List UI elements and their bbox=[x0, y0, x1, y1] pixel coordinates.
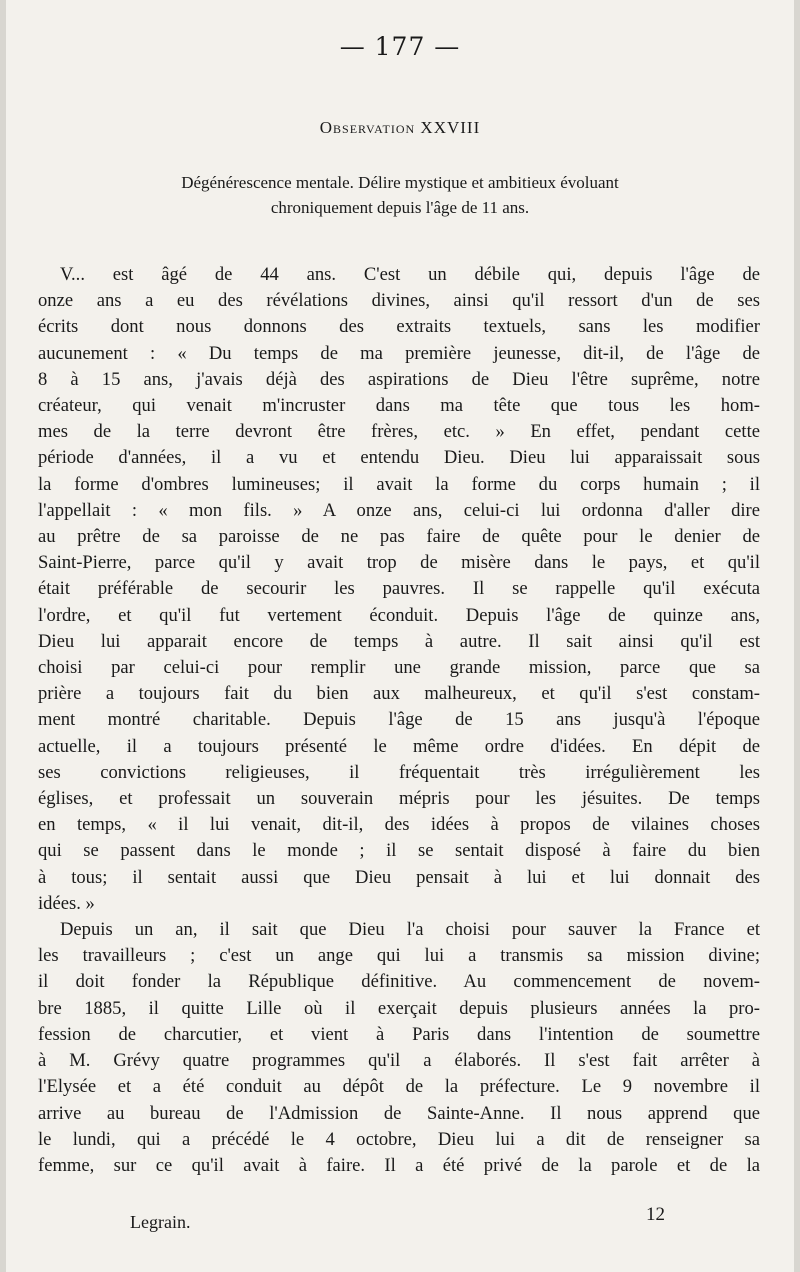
page-edge-right bbox=[794, 0, 800, 1272]
footer-signature-mark: 12 bbox=[646, 1204, 665, 1225]
text-line: femme, sur ce qu'il avait à faire. Il a été privé de la parole et de la bbox=[38, 1154, 760, 1176]
text-line: aucunement : « Du temps de ma première jeunesse, dit-il, de l'âge de bbox=[38, 342, 760, 364]
text-line: bre 1885, il quitte Lille où il exerçait depuis plusieurs années la pro- bbox=[38, 997, 760, 1019]
text-line: les travailleurs ; c'est un ange qui lui a transmis sa mission divine; bbox=[38, 945, 760, 967]
text-line: période d'années, il a vu et entendu Dieu. Dieu lui apparaissait sous bbox=[38, 447, 760, 469]
text-line: qui se passent dans le monde ; il se sentait disposé à faire du bien bbox=[38, 840, 760, 862]
text-line: onze ans a eu des révélations divines, ainsi qu'il ressort d'un de ses bbox=[38, 290, 760, 312]
text-line: au prêtre de sa paroisse de ne pas faire de quête pour le denier de bbox=[38, 526, 760, 548]
subtitle-line: chroniquement depuis l'âge de 11 ans. bbox=[270, 198, 530, 217]
text-line: le lundi, qui a précédé le 4 octobre, Dieu lui a dit de renseigner sa bbox=[38, 1128, 760, 1150]
text-line: la forme d'ombres lumineuses; il avait la forme du corps humain ; il bbox=[38, 473, 760, 495]
text-line: Dieu lui apparait encore de temps à autre. Il sait ainsi qu'il est bbox=[38, 630, 760, 652]
text-line: l'appellait : « mon fils. » A onze ans, celui-ci lui ordonna d'aller dire bbox=[38, 499, 760, 521]
text-line: églises, et professait un souverain mépris pour les jésuites. De temps bbox=[38, 788, 760, 810]
text-line: 8 à 15 ans, j'avais déjà des aspirations de Dieu l'être suprême, notre bbox=[38, 368, 760, 390]
subtitle-line: Dégénérescence mentale. Délire mystique et ambitieux évoluant bbox=[181, 173, 619, 192]
text-line: mes de la terre devront être frères, etc. » En effet, pendant cette bbox=[38, 421, 760, 443]
text-line: à tous; il sentait aussi que Dieu pensait à lui et lui donnait des bbox=[38, 866, 760, 888]
footer-author: Legrain. bbox=[130, 1212, 191, 1232]
text-line: il doit fonder la République définitive. Au commencement de novem- bbox=[38, 971, 760, 993]
text-line: fession de charcutier, et vient à Paris dans l'intention de soumettre bbox=[38, 1023, 760, 1045]
text-line: V... est âgé de 44 ans. C'est un débile qui, depuis l'âge de bbox=[60, 264, 760, 285]
body-text bbox=[38, 262, 760, 1179]
observation-title: Observation XXVIII bbox=[319, 118, 481, 137]
page-edge-left bbox=[0, 0, 6, 1272]
text-line: l'ordre, et qu'il fut vertement éconduit. Depuis l'âge de quinze ans, bbox=[38, 604, 760, 626]
text-line: prière a toujours fait du bien aux malheureux, et qu'il s'est constam- bbox=[38, 683, 760, 705]
text-line: actuelle, il a toujours présenté le même ordre d'idées. En dépit de bbox=[38, 735, 760, 757]
text-line: ment montré charitable. Depuis l'âge de 15 ans jusqu'à l'époque bbox=[38, 709, 760, 731]
text-line: créateur, qui venait m'incruster dans ma tête que tous les hom- bbox=[38, 395, 760, 417]
text-line: choisi par celui-ci pour remplir une grande mission, parce que sa bbox=[38, 657, 760, 679]
text-line: en temps, « il lui venait, dit-il, des idées à propos de vilaines choses bbox=[38, 814, 760, 836]
text-line: Depuis un an, il sait que Dieu l'a choisi pour sauver la France et bbox=[60, 919, 760, 941]
text-line: écrits dont nous donnons des extraits textuels, sans les modifier bbox=[38, 316, 760, 338]
text-line: ses convictions religieuses, il fréquentait très irrégulièrement les bbox=[38, 761, 760, 783]
observation-subtitle bbox=[170, 170, 630, 220]
text-line: était préférable de secourir les pauvres. Il se rappelle qu'il exécuta bbox=[38, 578, 760, 600]
text-line: à M. Grévy quatre programmes qu'il a élaborés. Il s'est fait arrêter à bbox=[38, 1050, 760, 1072]
text-line: Saint-Pierre, parce qu'il y avait trop de misère dans le pays, et qu'il bbox=[38, 552, 760, 574]
text-line: idées. » bbox=[38, 892, 95, 914]
page-number: — 177 — bbox=[339, 32, 461, 61]
text-line: l'Elysée et a été conduit au dépôt de la préfecture. Le 9 novembre il bbox=[38, 1076, 760, 1098]
text-line: arrive au bureau de l'Admission de Sainte-Anne. Il nous apprend que bbox=[38, 1102, 760, 1124]
